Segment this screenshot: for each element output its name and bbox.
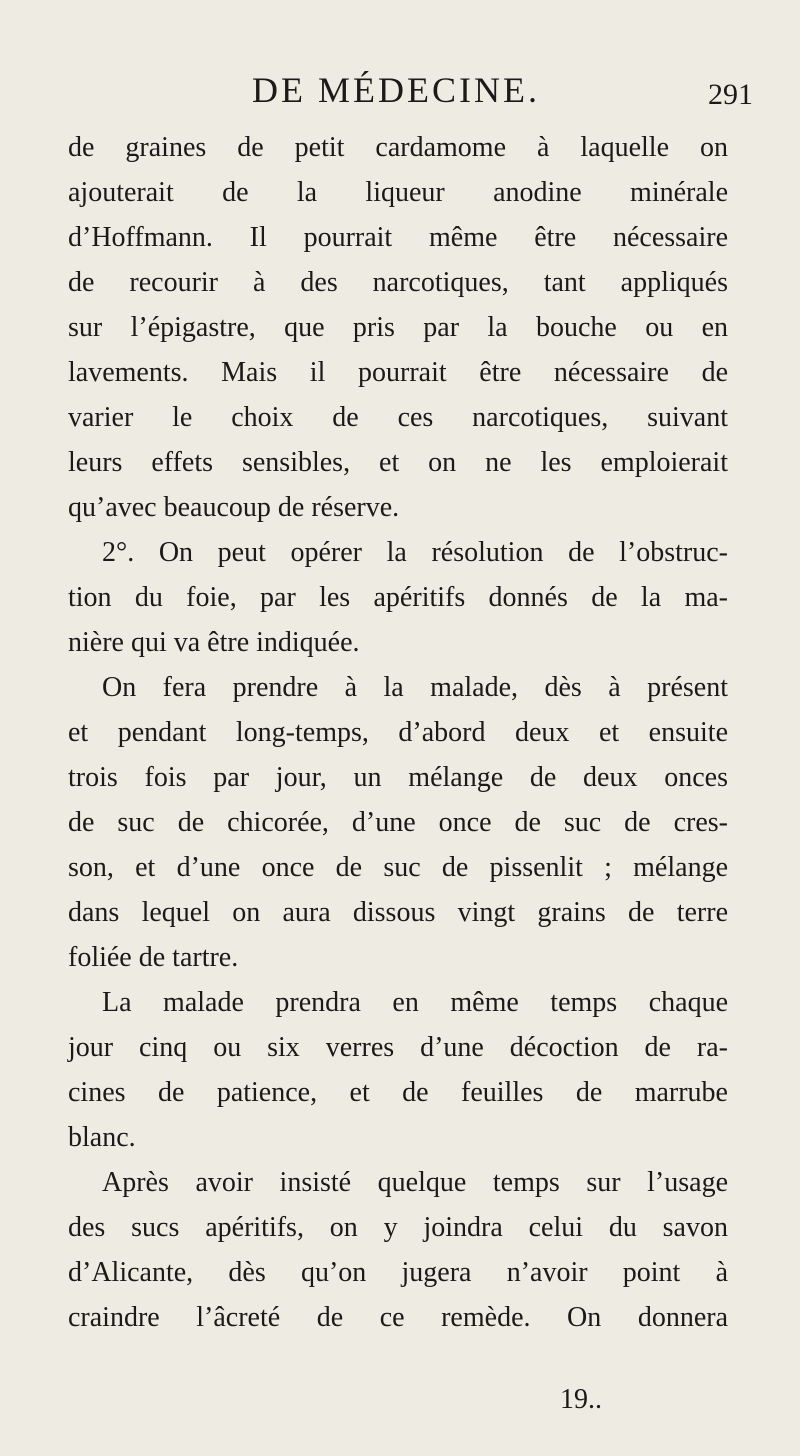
text-line: des sucs apéritifs, on y joindra celui du savon bbox=[68, 1212, 728, 1243]
text-line: d’Alicante, dès qu’on jugera n’avoir point à bbox=[68, 1257, 728, 1288]
text-line: nière qui va être indiquée. bbox=[68, 627, 360, 658]
text-line: La malade prendra en même temps chaque bbox=[102, 987, 728, 1018]
text-line: d’Hoffmann. Il pourrait même être nécessaire bbox=[68, 222, 728, 253]
text-line: de suc de chicorée, d’une once de suc de cres- bbox=[68, 807, 728, 838]
text-line: leurs effets sensibles, et on ne les emploierait bbox=[68, 447, 728, 478]
text-line: tion du foie, par les apéritifs donnés de la ma- bbox=[68, 582, 728, 613]
text-line: sur l’épigastre, que pris par la bouche ou en bbox=[68, 312, 728, 343]
text-line: son, et d’une once de suc de pissenlit ; mélange bbox=[68, 852, 728, 883]
text-line: cines de patience, et de feuilles de marrube bbox=[68, 1077, 728, 1108]
text-line: et pendant long-temps, d’abord deux et ensuite bbox=[68, 717, 728, 748]
text-line: ajouterait de la liqueur anodine minérale bbox=[68, 177, 728, 208]
text-line: craindre l’âcreté de ce remède. On donnera bbox=[68, 1302, 728, 1333]
text-line: blanc. bbox=[68, 1122, 136, 1153]
text-line: de graines de petit cardamome à laquelle on bbox=[68, 132, 728, 163]
text-line: lavements. Mais il pourrait être nécessaire de bbox=[68, 357, 728, 388]
running-title: DE MÉDECINE. bbox=[252, 70, 540, 110]
text-line: dans lequel on aura dissous vingt grains de terre bbox=[68, 897, 728, 928]
page-footer bbox=[0, 1382, 800, 1422]
text-line: jour cinq ou six verres d’une décoction de ra- bbox=[68, 1032, 728, 1063]
text-line: foliée de tartre. bbox=[68, 942, 239, 973]
text-line: varier le choix de ces narcotiques, suivant bbox=[68, 402, 728, 433]
text-line: Après avoir insisté quelque temps sur l’usage bbox=[102, 1167, 728, 1198]
running-head bbox=[0, 66, 800, 110]
body-text bbox=[68, 125, 728, 1340]
signature-mark: 19.. bbox=[560, 1384, 602, 1415]
text-line: On fera prendre à la malade, dès à présent bbox=[102, 672, 728, 703]
text-line: qu’avec beaucoup de réserve. bbox=[68, 492, 400, 523]
text-line: 2°. On peut opérer la résolution de l’obstruc- bbox=[102, 537, 728, 568]
page-number: 291 bbox=[708, 78, 753, 111]
text-line: de recourir à des narcotiques, tant appliqués bbox=[68, 267, 728, 298]
text-line: trois fois par jour, un mélange de deux onces bbox=[68, 762, 728, 793]
